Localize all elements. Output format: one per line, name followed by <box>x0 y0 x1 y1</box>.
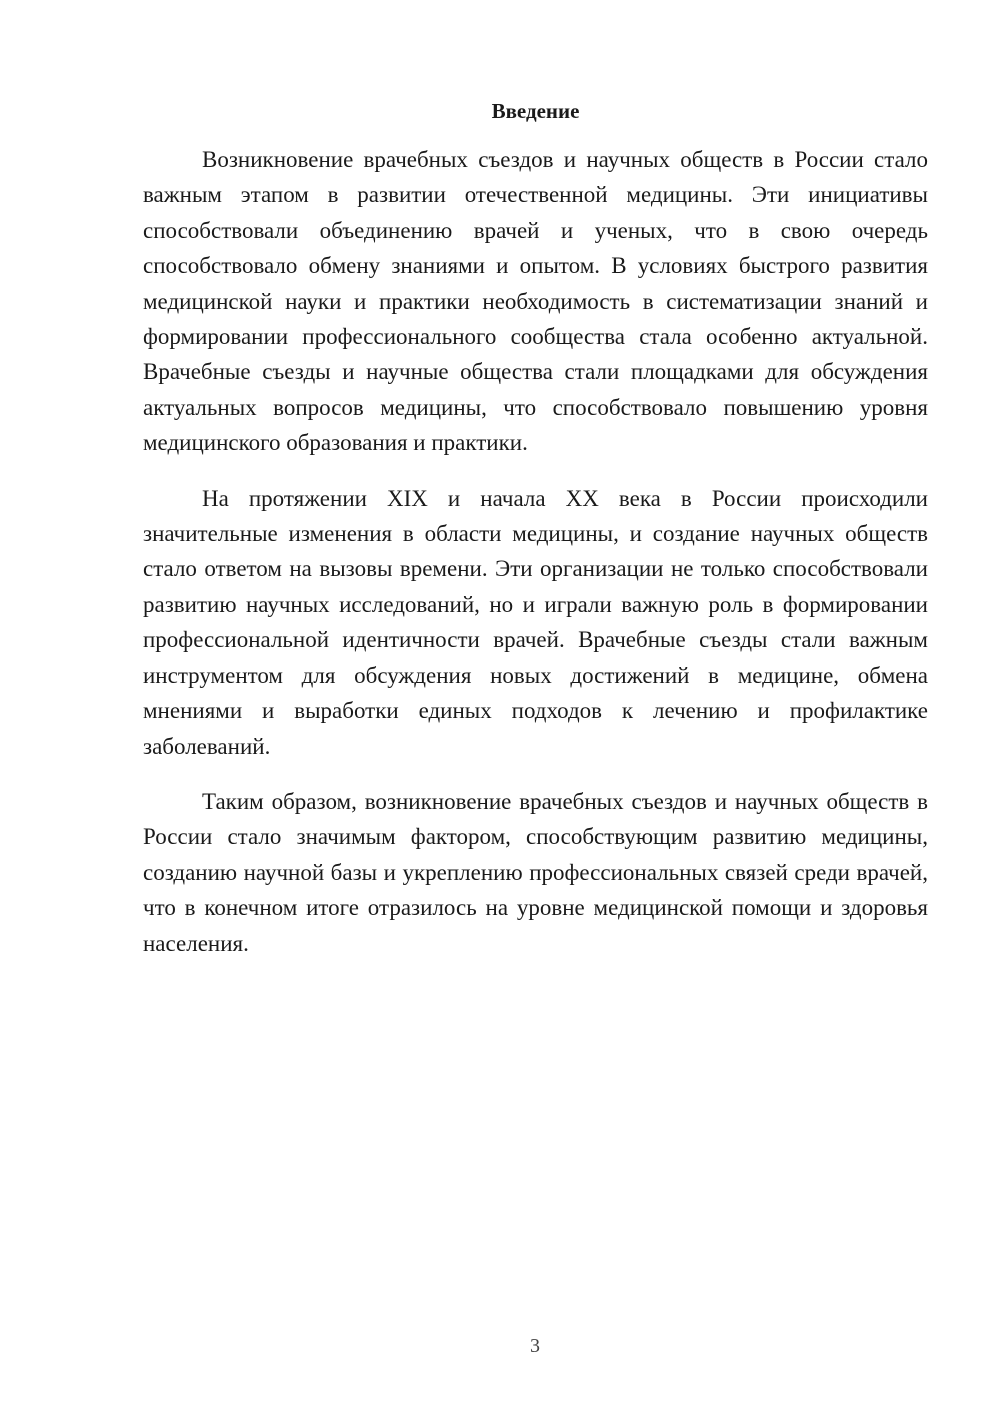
paragraph-3: Таким образом, возникновение врачебных съездов и научных обществ в России стало значимым фактором, способствующим развитию медицины, созданию научной базы и укреплению профессиональных связей среди врачей, что в конечном итоге отразилось на уровне медицинской помощи и здоровья населения. <box>143 788 928 956</box>
page-number: 3 <box>530 1335 540 1357</box>
section-heading: Введение <box>491 99 580 123</box>
body-text <box>143 142 928 961</box>
paragraph-1: Возникновение врачебных съездов и научных обществ в России стало важным этапом в развитии отечественной медицины. Эти инициативы способствовали объединению врачей и ученых, что в свою очередь способствовало обмену знаниями и опытом. В условиях быстрого развития медицинской науки и практики необходимость в систематизации знаний и формировании профессионального сообщества стала особенно актуальной. Врачебные съезды и научные общества стали площадками для обсуждения актуальных вопросов медицины, что способствовало повышению уровня медицинского образования и практики. <box>143 147 928 456</box>
paragraph-2: На протяжении XIX и начала XX века в России происходили значительные изменения в области медицины, и создание научных обществ стало ответом на вызовы времени. Эти организации не только способствовали развитию научных исследований, но и играли важную роль в формировании профессиональной идентичности врачей. Врачебные съезды стали важным инструментом для обсуждения новых достижений в медицине, обмена мнениями и выработки единых подходов к лечению и профилактике заболеваний. <box>143 485 928 759</box>
